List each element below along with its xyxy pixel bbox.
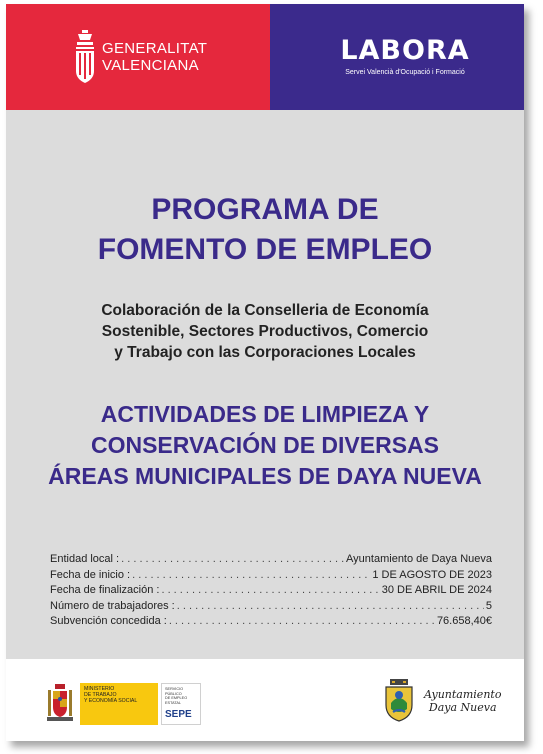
- detail-row-subsidy: [50, 614, 492, 630]
- detail-value: Ayuntamiento de Daya Nueva: [346, 553, 492, 565]
- detail-row-workers: [50, 599, 492, 615]
- detail-value: 30 DE ABRIL DE 2024: [381, 584, 492, 596]
- activity-title: [6, 399, 524, 492]
- activity-line1: ACTIVIDADES DE LIMPIEZA Y: [100, 401, 430, 427]
- poster-sheet: [6, 4, 524, 741]
- generalitat-emblem-icon: [74, 30, 96, 84]
- generalitat-line1: GENERALITAT: [102, 40, 208, 57]
- dot-leader: [132, 568, 370, 584]
- ministry-name-block: [80, 683, 158, 725]
- dot-leader: [161, 583, 379, 599]
- detail-label: Fecha de inicio :: [50, 568, 131, 581]
- program-title-line1: PROGRAMA DE: [151, 193, 379, 226]
- detail-row-end-date: [50, 583, 492, 599]
- ministry-line3: Y ECONOMÍA SOCIAL: [84, 698, 138, 704]
- collaboration-line1: Colaboración de la Conselleria de Economía: [101, 302, 429, 319]
- detail-value: 1 DE AGOSTO DE 2023: [372, 568, 492, 581]
- collaboration-line3: y Trabajo con las Corporaciones Locales: [114, 344, 416, 361]
- labora-logo-panel: [270, 4, 524, 110]
- generalitat-logo-panel: [6, 4, 270, 110]
- town-hall-line2: Daya Nueva: [428, 701, 497, 714]
- detail-label: Entidad local :: [50, 553, 120, 565]
- project-details: [50, 552, 492, 630]
- activity-line3: ÁREAS MUNICIPALES DE DAYA NUEVA: [48, 463, 482, 489]
- detail-value: 76.658,40€: [436, 615, 492, 627]
- dot-leader: [169, 614, 435, 630]
- generalitat-line2: VALENCIANA: [102, 57, 199, 74]
- collaboration-line2: Sostenible, Sectores Productivos, Comercio: [101, 323, 429, 340]
- labora-tagline: Servei Valencià d'Ocupació i Formació: [345, 69, 465, 76]
- sepe-logo: [161, 683, 201, 725]
- collaboration-text: [6, 300, 524, 363]
- detail-label: Fecha de finalización :: [50, 584, 160, 596]
- detail-value: 5: [485, 599, 492, 612]
- program-title: [6, 190, 524, 270]
- labora-wordmark: LABORA: [340, 35, 470, 66]
- dot-leader: [177, 599, 484, 615]
- daya-nueva-shield-icon: [382, 679, 416, 723]
- detail-label: Número de trabajadores :: [50, 599, 175, 612]
- activity-line2: CONSERVACIÓN DE DIVERSAS: [90, 432, 440, 458]
- detail-label: Subvención concedida :: [50, 615, 167, 627]
- header-banner: [6, 4, 524, 110]
- town-hall-line1: Ayuntamiento: [424, 688, 502, 701]
- spanish-coat-of-arms-icon: [46, 683, 74, 723]
- sepe-wordmark: SEPE: [165, 709, 192, 720]
- town-hall-name: [424, 688, 501, 714]
- ministry-logo: [46, 683, 201, 727]
- ministry-line1: MINISTERIO: [84, 686, 115, 692]
- program-title-line2: FOMENTO DE EMPLEO: [97, 233, 433, 266]
- town-hall-logo: [382, 679, 501, 723]
- detail-row-start-date: [50, 568, 492, 584]
- detail-row-entity: [50, 552, 492, 568]
- footer-logos: [6, 659, 524, 741]
- sepe-line1: SERVICIO PÚBLICO: [165, 687, 184, 696]
- generalitat-wordmark: [102, 40, 207, 74]
- dot-leader: [121, 552, 344, 568]
- ministry-line2: DE TRABAJO: [84, 692, 117, 698]
- labora-logo: [340, 36, 470, 76]
- sepe-line2: DE EMPLEO ESTATAL: [165, 696, 188, 705]
